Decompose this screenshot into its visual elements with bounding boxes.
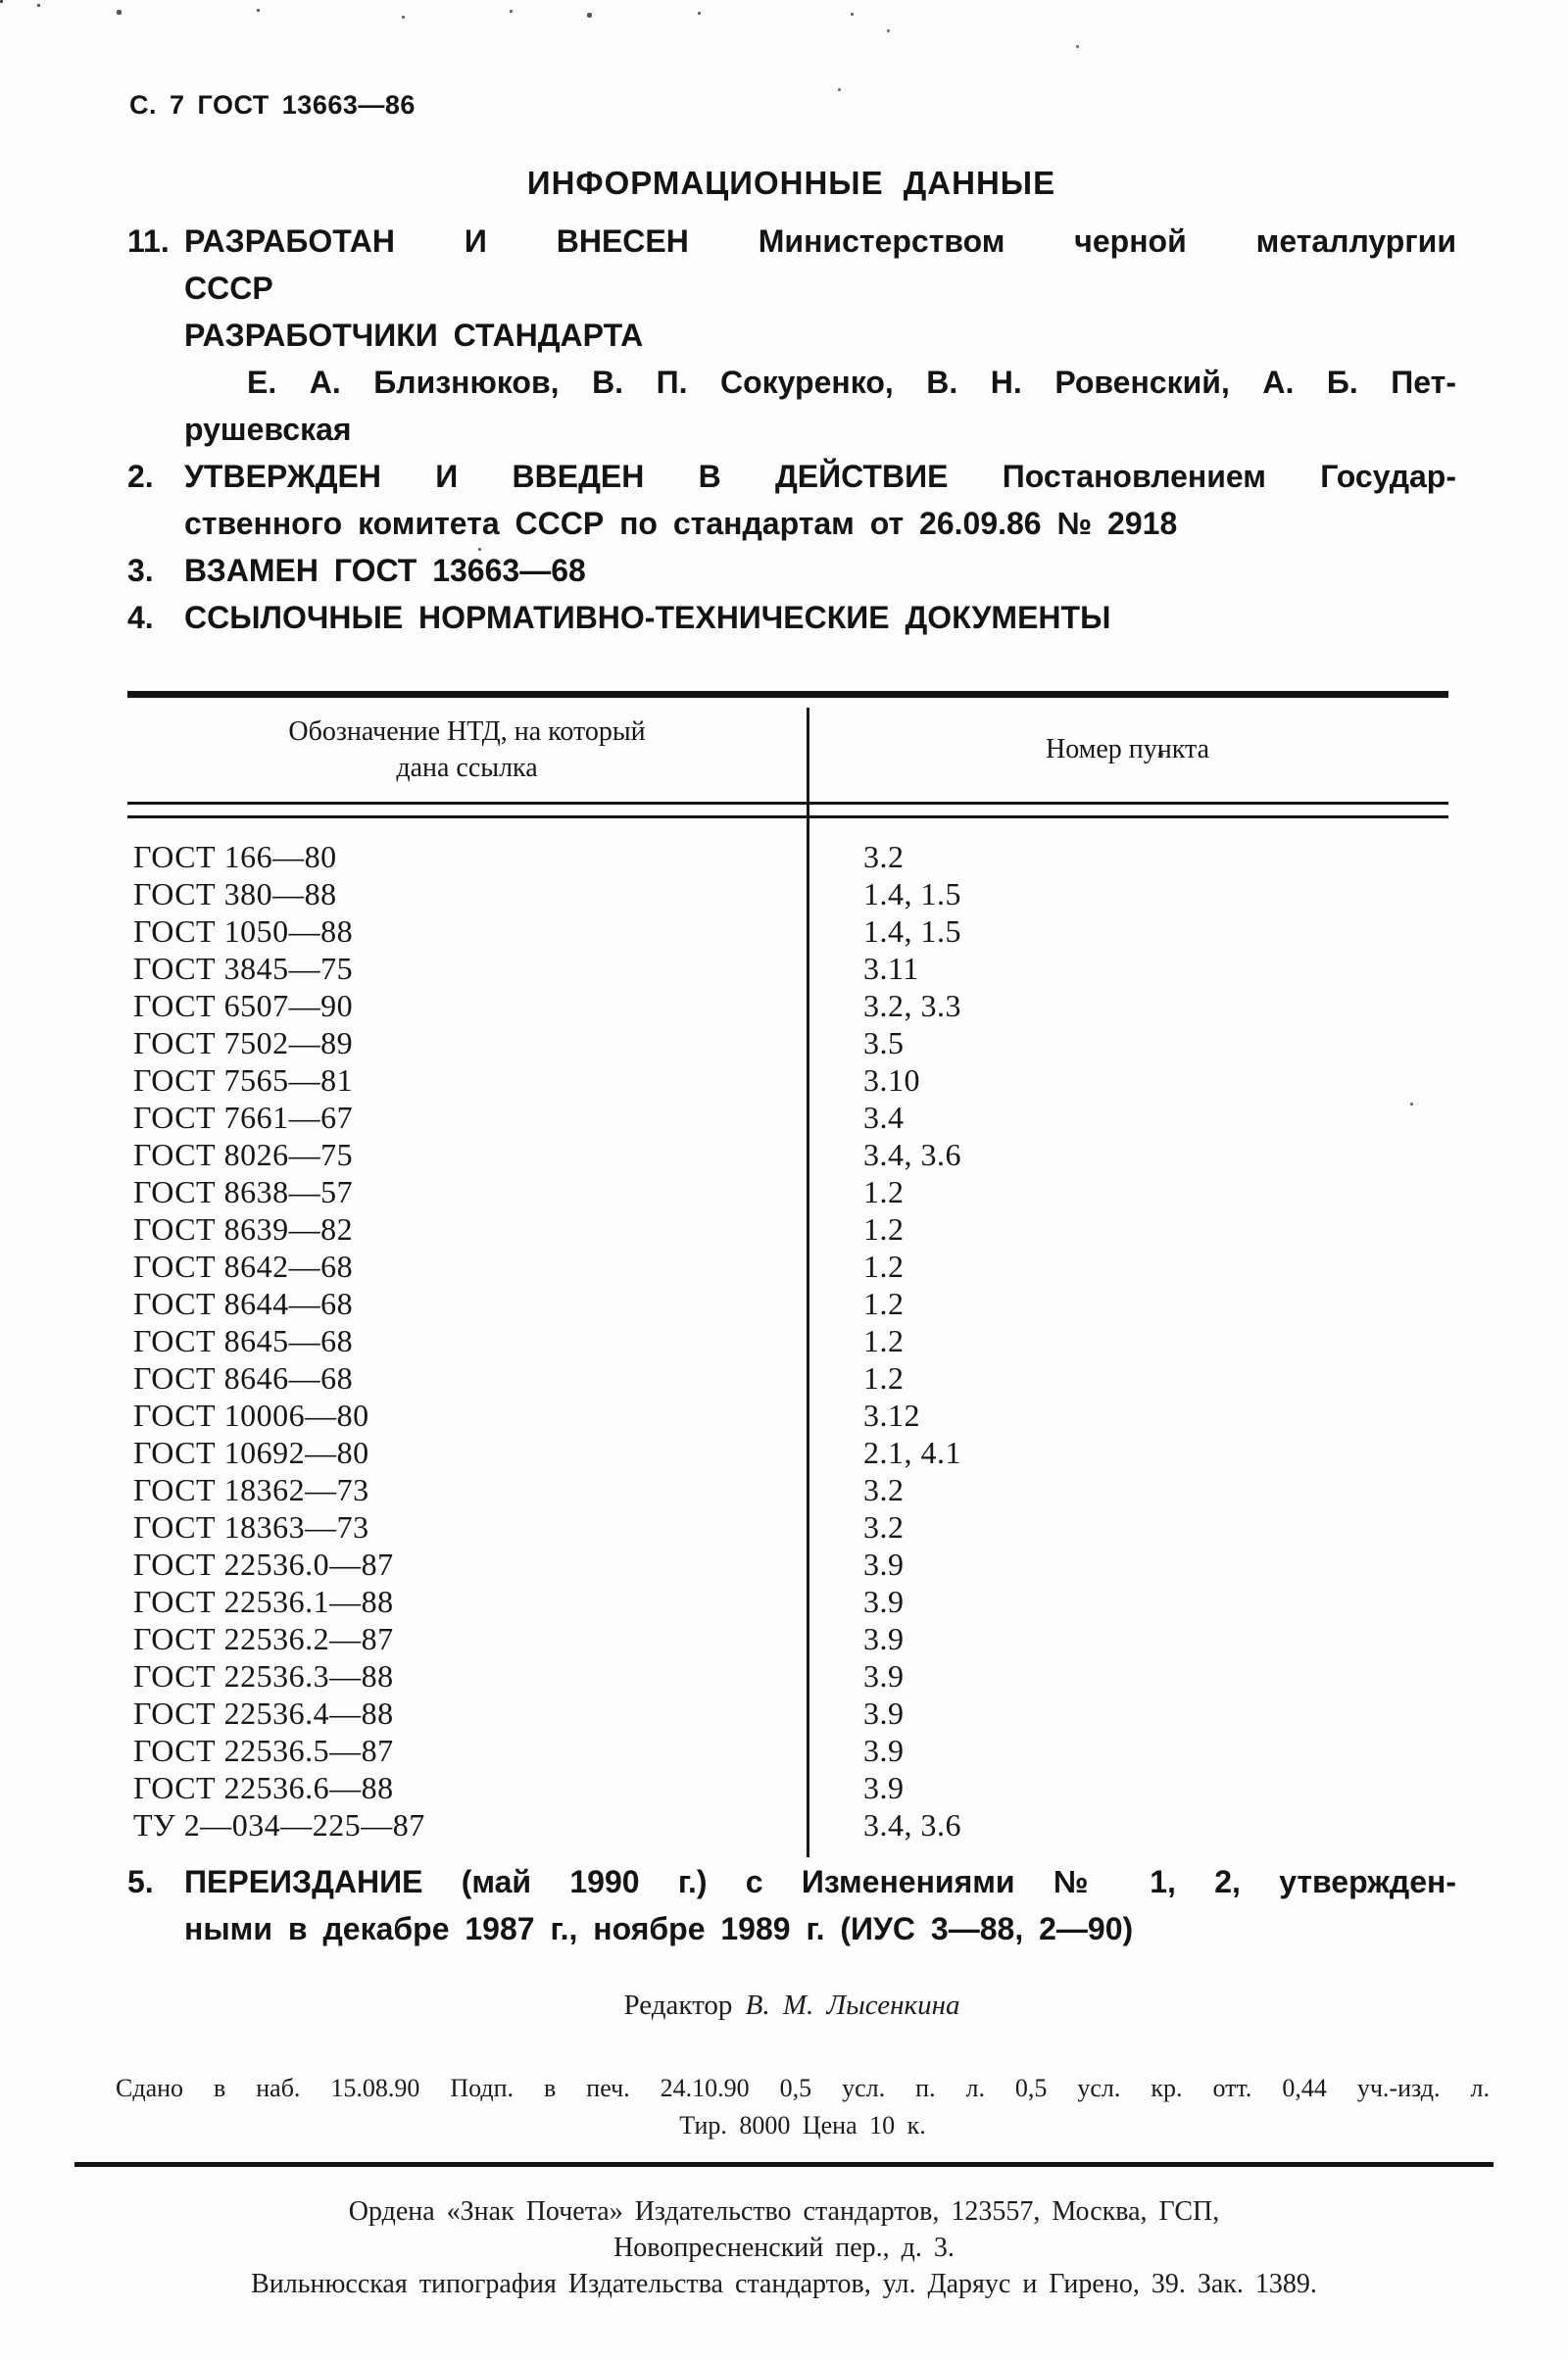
ntd-designation: ГОСТ 7661—67 (133, 1100, 354, 1135)
ntd-designation: ГОСТ 166—80 (133, 839, 337, 874)
table-body (127, 818, 1448, 1844)
ntd-designation: ГОСТ 1050—88 (133, 913, 354, 949)
ntd-designation: ГОСТ 10692—80 (133, 1435, 369, 1470)
table-row (127, 1695, 1448, 1732)
table-column-divider (807, 708, 809, 1857)
ntd-designation: ГОСТ 18362—73 (133, 1472, 369, 1507)
column-header-ntd-line-2: дана ссылка (396, 753, 538, 783)
punkt-number: 3.9 (863, 1770, 905, 1805)
developers-heading: РАЗРАБОТЧИКИ СТАНДАРТА (184, 318, 644, 353)
ntd-designation: ГОСТ 7565—81 (133, 1062, 354, 1098)
punkt-number: 3.4, 3.6 (863, 1807, 961, 1843)
table-row (127, 987, 1448, 1024)
section-2-line-1 (127, 453, 1456, 500)
ntd-designation: ГОСТ 22536.2—87 (133, 1621, 394, 1656)
ntd-designation: ГОСТ 22536.0—87 (133, 1547, 394, 1582)
table-row (127, 1471, 1448, 1508)
punkt-number: 1.2 (863, 1323, 905, 1358)
ntd-designation: ГОСТ 8645—68 (133, 1323, 354, 1358)
ntd-designation: ТУ 2—034—225—87 (133, 1807, 425, 1843)
section-1-line-1 (127, 218, 1456, 265)
publisher-line-1: Ордена «Знак Почета» Издательство стандартов, 123557, Москва, ГСП, (348, 2196, 1220, 2227)
section-2-text: УТВЕРЖДЕН И ВВЕДЕН В ДЕЙСТВИЕ Постановлением Государ- (184, 459, 1456, 494)
ntd-designation: ГОСТ 7502—89 (133, 1025, 354, 1060)
punkt-number: 1.2 (863, 1211, 905, 1247)
imprint-line-1: Сдано в наб. 15.08.90 Подп. в печ. 24.10.90 0,5 усл. п. л. 0,5 усл. кр. отт. 0,44 уч.-изд. л. (116, 2074, 1490, 2102)
punkt-number: 1.2 (863, 1286, 905, 1321)
punkt-number: 3.9 (863, 1733, 905, 1768)
ntd-designation: ГОСТ 8639—82 (133, 1211, 354, 1247)
punkt-number: 1.2 (863, 1174, 905, 1209)
table-row (127, 1434, 1448, 1471)
editor-label: Редактор (623, 1990, 733, 2021)
ntd-designation: ГОСТ 8644—68 (133, 1286, 354, 1321)
table-row (127, 1024, 1448, 1061)
section-3-number: 3. (127, 553, 154, 588)
section-2-line-2: ственного комитета СССР по стандартам от 26.09.86 № 2918 (184, 506, 1178, 541)
section-3-text: ВЗАМЕН ГОСТ 13663—68 (184, 553, 586, 588)
table-row (127, 1099, 1448, 1136)
punkt-number: 3.12 (863, 1398, 920, 1433)
column-header-punkt: Номер пункта (1045, 734, 1210, 764)
table-row (127, 1583, 1448, 1620)
ntd-designation: ГОСТ 22536.6—88 (133, 1770, 394, 1805)
table-row (127, 1136, 1448, 1173)
publisher-block (74, 2193, 1494, 2302)
ntd-designation: ГОСТ 22536.1—88 (133, 1584, 394, 1619)
punkt-number: 2.1, 4.1 (863, 1435, 961, 1470)
section-5-number: 5. (127, 1864, 154, 1899)
table-row (127, 838, 1448, 875)
punkt-number: 3.2 (863, 1472, 905, 1507)
section-5 (127, 1858, 1456, 1952)
punkt-number: 1.2 (863, 1249, 905, 1284)
punkt-number: 3.11 (863, 951, 919, 986)
table-row (127, 1322, 1448, 1359)
editor-name: В. М. Лысенкина (745, 1990, 960, 2021)
editor-line (127, 1990, 1456, 2022)
punkt-number: 3.9 (863, 1696, 905, 1731)
ntd-designation: ГОСТ 10006—80 (133, 1398, 369, 1433)
table-row (127, 1620, 1448, 1657)
document-title: ИНФОРМАЦИОННЫЕ ДАННЫЕ (526, 165, 1056, 201)
ntd-designation: ГОСТ 22536.4—88 (133, 1696, 394, 1731)
section-5-text: ПЕРЕИЗДАНИЕ (май 1990 г.) с Изменениями № 1, 2, утвержден- (184, 1864, 1456, 1899)
table-row (127, 912, 1448, 950)
ntd-designation: ГОСТ 8642—68 (133, 1249, 354, 1284)
section-5-line-2: ными в декабре 1987 г., ноябре 1989 г. (ИУС 3—88, 2—90) (184, 1911, 1134, 1946)
table-header-row (127, 698, 1448, 802)
ntd-designation: ГОСТ 22536.3—88 (133, 1658, 394, 1694)
ntd-designation: ГОСТ 6507—90 (133, 988, 354, 1023)
developers-names-line-1: Е. А. Близнюков, В. П. Сокуренко, В. Н. Ровенский, А. Б. Пет- (247, 365, 1456, 400)
table-row (127, 1508, 1448, 1546)
section-4-line (127, 594, 1456, 641)
table-row (127, 1285, 1448, 1322)
table-row (127, 1657, 1448, 1695)
ntd-designation: ГОСТ 22536.5—87 (133, 1733, 394, 1768)
reference-documents-table (127, 691, 1448, 1859)
punkt-number: 3.9 (863, 1547, 905, 1582)
table-row (127, 1248, 1448, 1285)
punkt-number: 3.9 (863, 1621, 905, 1656)
punkt-number: 3.2 (863, 839, 905, 874)
table-row (127, 1732, 1448, 1769)
punkt-number: 1.4, 1.5 (863, 876, 961, 911)
scan-noise (0, 0, 3, 3)
punkt-number: 1.4, 1.5 (863, 913, 961, 949)
table-top-rule (127, 691, 1448, 698)
punkt-number: 1.2 (863, 1360, 905, 1396)
table-row (127, 1359, 1448, 1397)
ntd-designation: ГОСТ 8646—68 (133, 1360, 354, 1396)
table-row (127, 1210, 1448, 1248)
imprint-line-2: Тир. 8000 Цена 10 к. (679, 2111, 926, 2139)
punkt-number: 3.4, 3.6 (863, 1137, 961, 1172)
table-row (127, 1173, 1448, 1210)
table-row (127, 1769, 1448, 1806)
table-row (127, 1397, 1448, 1434)
ntd-designation: ГОСТ 18363—73 (133, 1509, 369, 1545)
punkt-number: 3.10 (863, 1062, 920, 1098)
table-header-double-rule (127, 802, 1448, 818)
section-4-number: 4. (127, 600, 154, 635)
table-row (127, 1806, 1448, 1844)
table-row (127, 1061, 1448, 1099)
punkt-number: 3.9 (863, 1658, 905, 1694)
section-2-number: 2. (127, 459, 154, 494)
ntd-designation: ГОСТ 3845—75 (133, 951, 354, 986)
imprint-block (116, 2070, 1490, 2144)
ntd-designation: ГОСТ 8026—75 (133, 1137, 354, 1172)
developers-names-line-2: рушевская (184, 412, 352, 447)
ntd-designation: ГОСТ 380—88 (133, 876, 337, 911)
table-row (127, 950, 1448, 987)
numbered-sections (127, 218, 1456, 641)
punkt-number: 3.4 (863, 1100, 905, 1135)
punkt-number: 3.2, 3.3 (863, 988, 961, 1023)
punkt-number: 3.5 (863, 1025, 905, 1060)
table-row (127, 1546, 1448, 1583)
section-1-text: РАЗРАБОТАН И ВНЕСЕН Министерством черной металлургии (184, 223, 1456, 259)
section-1-number: 11. (127, 223, 170, 259)
column-header-ntd-line-1: Обозначение НТД, на который (288, 716, 646, 747)
section-5-line-1 (127, 1858, 1456, 1905)
publisher-line-3: Вильнюсская типография Издательства стандартов, ул. Даряус и Гирено, 39. Зак. 1389. (251, 2269, 1317, 2299)
page-header: С. 7 ГОСТ 13663—86 (129, 90, 416, 120)
table-row (127, 875, 1448, 912)
footer-rule (74, 2162, 1494, 2167)
column-header-ntd (127, 713, 807, 786)
section-1-line-2: СССР (184, 270, 273, 306)
section-3-line (127, 547, 1456, 594)
punkt-number: 3.9 (863, 1584, 905, 1619)
punkt-number: 3.2 (863, 1509, 905, 1545)
ntd-designation: ГОСТ 8638—57 (133, 1174, 354, 1209)
section-4-text: ССЫЛОЧНЫЕ НОРМАТИВНО-ТЕХНИЧЕСКИЕ ДОКУМЕНТЫ (184, 600, 1111, 635)
publisher-line-2: Новопресненский пер., д. 3. (613, 2233, 955, 2263)
